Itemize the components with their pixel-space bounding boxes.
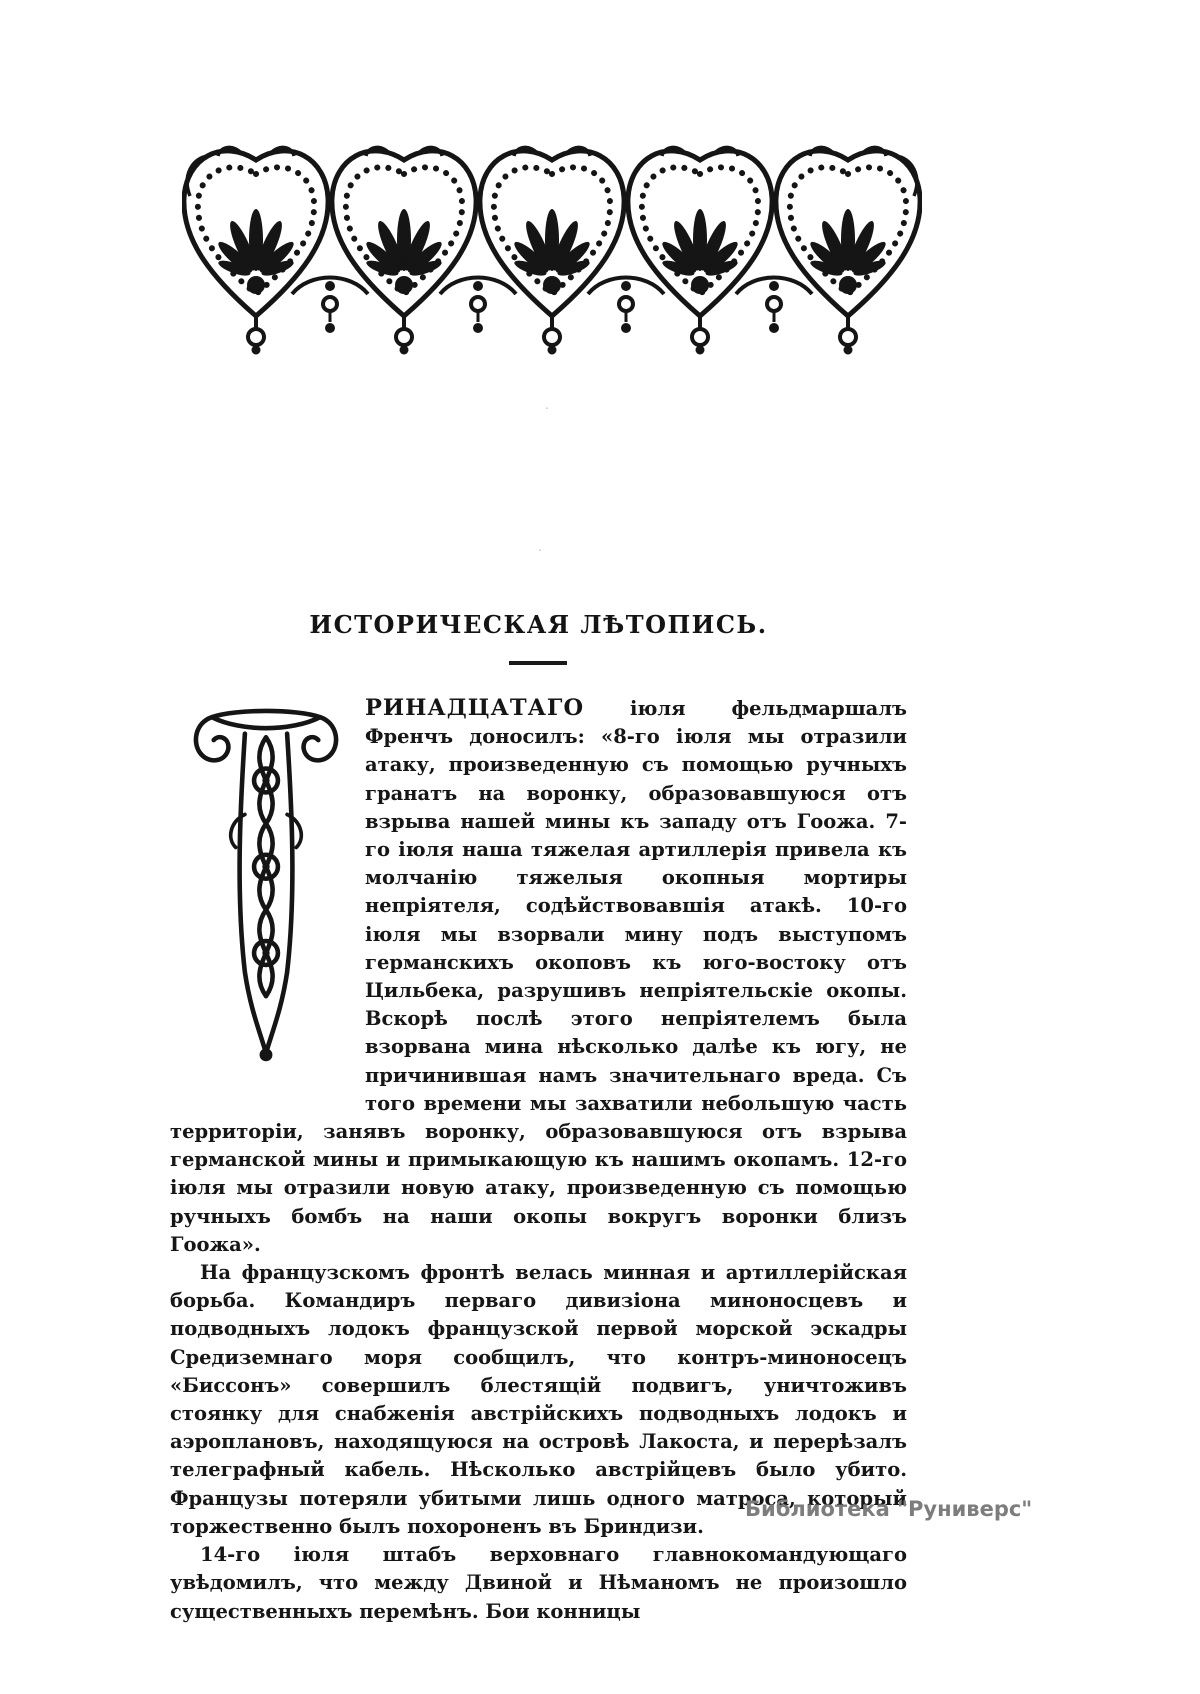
title-divider — [509, 661, 567, 665]
paragraph-1-text: іюля фельдмаршалъ Френчъ доносилъ: «8-го іюля мы отразили атаку, произведенную съ помощью ручныхъ гранатъ на воронку, образовавшуюся отъ взрыва нашей мины къ западу отъ Гоожа. 7-го іюля наша тяжелая артиллерія привела къ молчанію тяжелыя окопныя мортиры непріятеля, содѣйствовавшія атакѣ. 10-го іюля мы взорвали мину подъ выступомъ германскихъ окоповъ къ юго-востоку отъ Цильбека, разрушивъ непріятельскіе окопы. Вскорѣ послѣ этого непріятелемъ была взорвана мина нѣсколько далѣе къ югу, не причинившая намъ значительнаго вреда. Съ того времени мы захватили небольшую часть территоріи, занявъ воронку, образовавшуюся отъ взрыва германской мины и примыкающую къ нашимъ окопамъ. 12-го іюля мы отразили новую атаку, произведенную съ помощью ручныхъ бомбъ на наши окопы вокругъ воронки близъ Гоожа». — [170, 697, 907, 1256]
body-text — [170, 694, 907, 1626]
scan-speck: . — [545, 398, 549, 412]
drop-cap-ornament — [170, 694, 365, 1090]
page-title: ИСТОРИЧЕСКАЯ ЛѢТОПИСЬ. — [309, 610, 768, 640]
scan-speck: . — [538, 540, 542, 554]
palmette-frieze-icon — [182, 136, 922, 358]
library-watermark: Библиотека "Руниверс" — [745, 1497, 1033, 1521]
knotwork-initial-T-icon — [188, 690, 344, 1082]
paragraph-3: 14-го іюля штабъ верховнаго главнокомандующаго увѣдомилъ, что между Двиной и Нѣманомъ не произошло существенныхъ перемѣнъ. Бои конницы — [170, 1543, 907, 1623]
lead-word: РИНАДЦАТАГО — [365, 695, 585, 721]
paragraph-2: На французскомъ фронтѣ велась минная и артиллерійская борьба. Командиръ перваго дивизіона миноносцевъ и подводныхъ лодокъ французской первой морской эскадры Средиземнаго моря сообщилъ, что контръ-миноносецъ «Биссонъ» совершилъ блестящій подвигъ, уничтоживъ стоянку для снабженія австрійскихъ подводныхъ лодокъ и аэроплановъ, находящуюся на островѣ Лакоста, и перерѣзалъ телеграфный кабель. Нѣсколько австрійцевъ было убито. Французы потеряли убитыми лишь одного матроса, который торжественно былъ похороненъ въ Бриндизи. — [170, 1261, 907, 1538]
header-ornament-band — [182, 136, 922, 358]
